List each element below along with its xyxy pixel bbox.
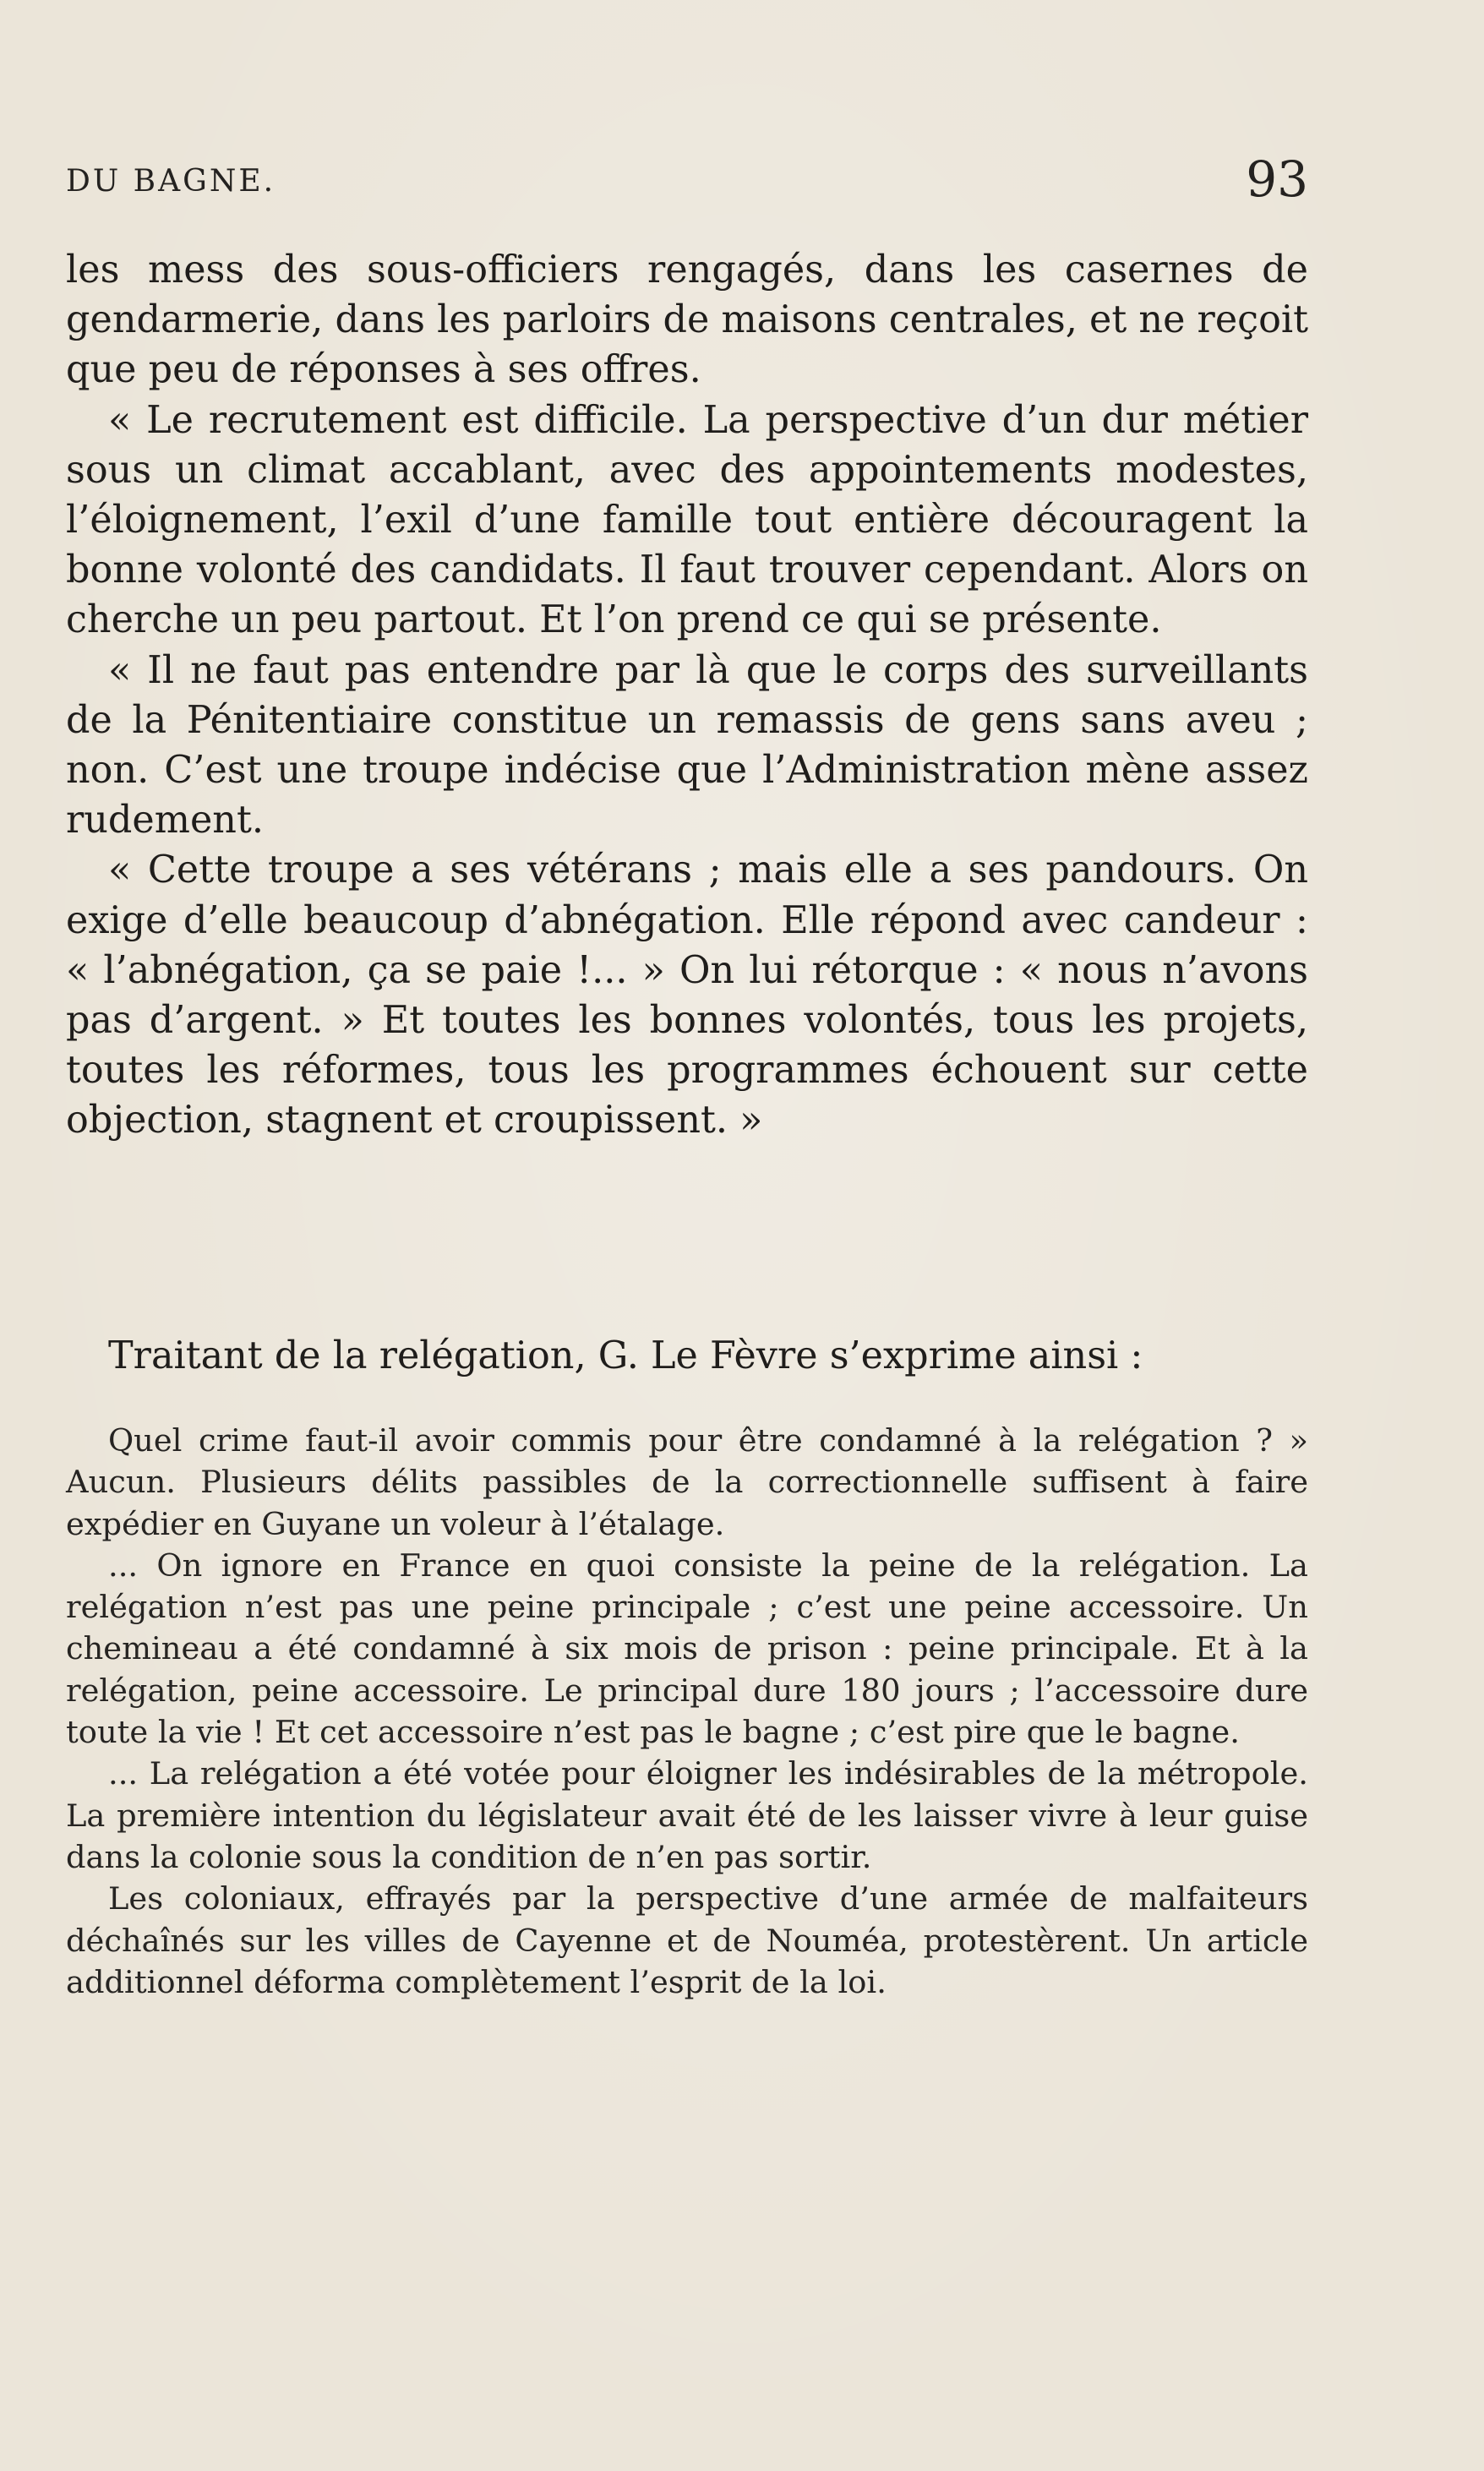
main-text [66, 245, 1308, 1146]
quote-paragraph: Les coloniaux, effrayés par la perspective d’une armée de malfaiteurs déchaînés sur les villes de Cayenne et de Nouméa, protestèrent. Un article additionnel déforma complètement l’esprit de la loi. [66, 1880, 1308, 2000]
quote-paragraph: Quel crime faut-il avoir commis pour être condamné à la relégation ? » Aucun. Plusieurs délits passibles de la correctionnelle suffisent à faire expédier en Guyane un voleur à l’étalage. [66, 1422, 1308, 1542]
running-title: DU BAGNE. [66, 164, 276, 199]
paragraph: « Le recrutement est difficile. La perspective d’un dur métier sous un climat accablant, avec des appointements modestes, l’éloignement, l’exil d’une famille tout entière découragent la bonne volonté des candidats. Il faut trouver cependant. Alors on cherche un peu partout. Et l’on prend ce qui se présente. [66, 398, 1308, 642]
paragraph: « Cette troupe a ses vétérans ; mais elle a ses pandours. On exige d’elle beaucoup d’abnégation. Elle répond avec candeur : « l’abnégation, ça se paie !... » On lui rétorque : « nous n’avons pas d’argent. » Et toutes les bonnes volontés, tous les projets, toutes les réformes, tous les programmes échouent sur cette objection, stagnent et croupissent. » [66, 848, 1308, 1143]
page-header [66, 150, 1308, 215]
paragraph: « Il ne faut pas entendre par là que le corps des surveillants de la Pénitentiaire constitue un remassis de gens sans aveu ; non. C’est une troupe indécise que l’Administration mène assez rudement. [66, 648, 1308, 843]
block-quote [66, 1420, 1308, 2003]
quote-paragraph: ... La relégation a été votée pour éloigner les indésirables de la métropole. La première intention du législateur avait été de les laisser vivre à leur guise dans la colonie sous la condition de n’en pas sortir. [66, 1755, 1308, 1875]
page-number: 93 [1246, 150, 1308, 208]
quote-paragraph: ... On ignore en France en quoi consiste la peine de la relégation. La relégation n’est pas une peine principale ; c’est une peine accessoire. Un chemineau a été condamné à six mois de prison : peine principale. Et à la relégation, peine accessoire. Le principal dure 180 jours ; l’accessoire dure toute la vie ! Et cet accessoire n’est pas le bagne ; c’est pire que le bagne. [66, 1546, 1308, 1751]
paragraph: les mess des sous-officiers rengagés, dans les casernes de gendarmerie, dans les parloirs de maisons centrales, et ne reçoit que peu de réponses à ses offres. [66, 248, 1308, 392]
quote-intro: Traitant de la relégation, G. Le Fèvre s’exprime ainsi : [108, 1334, 1143, 1377]
